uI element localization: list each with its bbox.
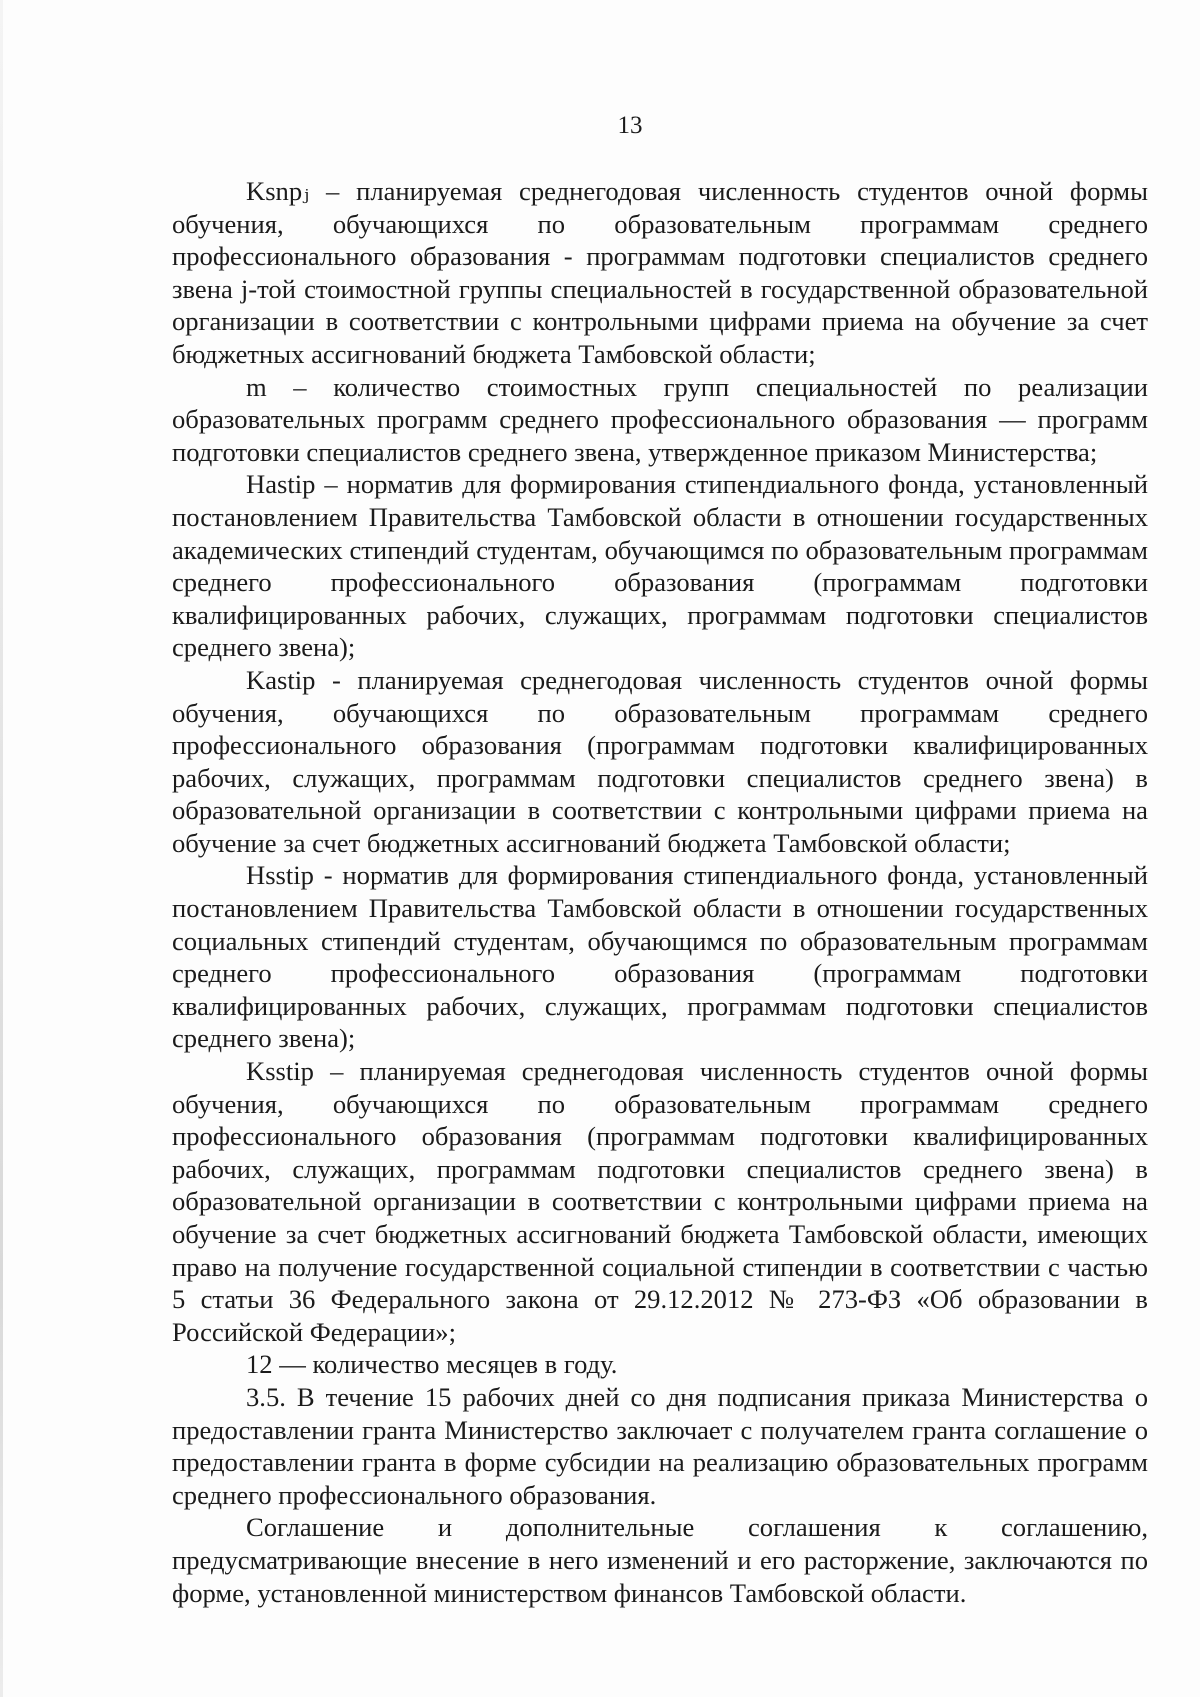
page-number: 13 (617, 112, 643, 139)
paragraph-hsstip-definition: Hsstip - норматив для формирования стипендиального фонда, установленный постановлением Правительства Тамбовской области в отношении государственных социальных стипендий студентам, обучающимся по образовательным программам среднего профессионального образования (программам подготовки квалифицированных рабочих, служащих, программам подготовки специалистов среднего звена); (172, 860, 1148, 1054)
paragraph-agreement-form: Соглашение и дополнительные соглашения к соглашению, предусматривающие внесение в него изменений и его расторжение, заключаются по форме, установленной министерством финансов Тамбовской области. (172, 1512, 1148, 1608)
paragraph-kastip-definition: Kastip - планируемая среднегодовая численность студентов очной формы обучения, обучающихся по образовательным программам среднего профессионального образования (программам подготовки квалифицированных рабочих, служащих, программам подготовки специалистов среднего звена) в образовательной организации в соответствии с контрольными цифрами приема на обучение за счет бюджетных ассигнований бюджета Тамбовской области; (172, 664, 1148, 858)
document-body (172, 175, 1148, 1609)
paragraph-section-3-5: 3.5. В течение 15 рабочих дней со дня подписания приказа Министерства о предоставлении гранта Министерство заключает с получателем гранта соглашение о предоставлении гранта в форме субсидии на реализацию образовательных программ среднего профессионального образования. (172, 1381, 1148, 1510)
paragraph-hastip-definition: Hastip – норматив для формирования стипендиального фонда, установленный постановлением Правительства Тамбовской области в отношении государственных академических стипендий студентам, обучающимся по образовательным программам среднего профессионального образования (программам подготовки квалифицированных рабочих, служащих, программам подготовки специалистов среднего звена); (172, 469, 1148, 663)
paragraph-ksstip-definition: Ksstip – планируемая среднегодовая численность студентов очной формы обучения, обучающихся по образовательным программам среднего профессионального образования (программам подготовки квалифицированных рабочих, служащих, программам подготовки специалистов среднего звена) в образовательной организации в соответствии с контрольными цифрами приема на обучение за счет бюджетных ассигнований бюджета Тамбовской области, имеющих право на получение государственной социальной стипендии в соответствии с частью 5 статьи 36 Федерального закона от 29.12.2012 № 273-ФЗ «Об образовании в Российской Федерации»; (172, 1056, 1148, 1347)
paragraph-m-definition: m – количество стоимостных групп специальностей по реализации образовательных программ среднего профессионального образования — программ подготовки специалистов среднего звена, утвержденное приказом Министерства; (172, 371, 1148, 467)
scan-edge-shadow (0, 0, 3, 1697)
paragraph-ksnp-definition: Ksnpⱼ – планируемая среднегодовая численность студентов очной формы обучения, обучающихся по образовательным программам среднего профессионального образования - программам подготовки специалистов среднего звена j-той стоимостной группы специальностей в государственной образовательной организации в соответствии с контрольными цифрами приема на обучение за счет бюджетных ассигнований бюджета Тамбовской области; (172, 176, 1148, 369)
paragraph-months-definition: 12 — количество месяцев в году. (246, 1349, 618, 1380)
